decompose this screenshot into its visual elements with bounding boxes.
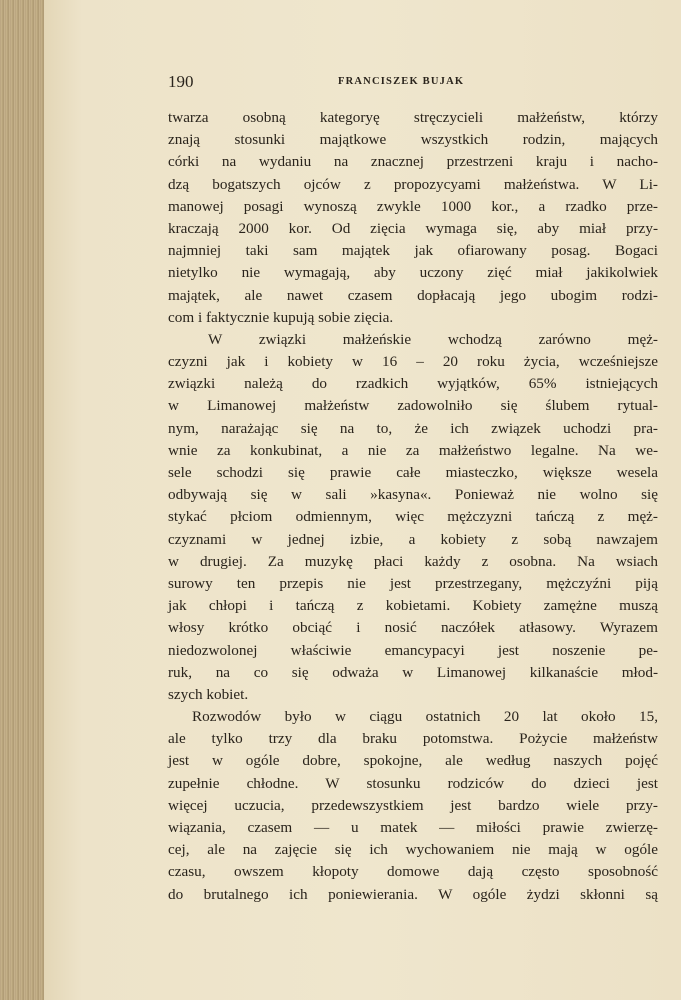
text-line: stykać płciom odmiennym, więc mężczyzni tańczą z męż-	[168, 508, 658, 526]
text-line: kraczają 2000 kor. Od zięcia wymaga się, aby miał przy-	[168, 219, 658, 237]
text-line: niedozwolonej właściwie emancypacyi jest noszenie pe-	[168, 641, 658, 659]
text-line: znają stosunki majątkowe wszystkich rodzin, mających	[168, 131, 658, 149]
text-line: wiązania, czasem — u matek — miłości prawie zwierzę-	[168, 819, 658, 836]
text-line: W związki małżeńskie wchodzą zarówno męż-	[208, 330, 658, 348]
text-line: córki na wydaniu na znacznej przestrzeni kraju i nacho-	[168, 153, 658, 171]
text-line: wnie za konkubinat, a nie za małżeństwo legalne. Na we-	[168, 441, 658, 459]
text-line: cej, ale na zajęcie się ich wychowaniem nie mają w ogóle	[168, 841, 658, 859]
text-line: twarza osobną kategoryę stręczycieli małżeństw, którzy	[168, 109, 658, 126]
text-line: jak chłopi i tańczą z kobietami. Kobiety zamężne muszą	[168, 597, 658, 615]
text-line: dzą bogatszych ojców z propozycyami małżeństwa. W Li-	[168, 175, 658, 193]
text-line: do brutalnego ich poniewierania. W ogóle żydzi skłonni są	[168, 885, 658, 903]
text-line: Rozwodów było w ciągu ostatnich 20 lat około 15,	[192, 708, 658, 726]
text-line: sele schodzi się prawie całe miasteczko, większe wesela	[168, 464, 658, 481]
page-number: 190	[168, 72, 194, 91]
page-header	[168, 72, 658, 96]
text-line: com i faktycznie kupują sobie zięcia.	[168, 308, 394, 326]
text-line: zupełnie chłodne. W stosunku rodziców do dzieci jest	[168, 774, 658, 792]
text-line: w drugiej. Za muzykę płaci każdy z osobna. Na wsiach	[168, 552, 658, 570]
text-line: surowy ten przepis nie jest przestrzegany, mężczyźni piją	[168, 574, 658, 592]
book-page	[44, 0, 681, 1000]
running-head: FRANCISZEK BUJAK	[338, 76, 465, 87]
text-line: czyzni jak i kobiety w 16 – 20 roku życia, wcześniejsze	[168, 353, 658, 371]
text-line: manowej posagi wynoszą zwykle 1000 kor., a rzadko prze-	[168, 197, 658, 215]
text-line: nym, narażając się na to, że ich związek uchodzi pra-	[168, 419, 658, 437]
text-line: związki należą do rzadkich wyjątków, 65% istniejących	[168, 375, 658, 393]
book-page-edges	[0, 0, 44, 1000]
text-line: czyznami w jednej izbie, a kobiety z sobą nawzajem	[168, 530, 658, 548]
text-line: jest w ogóle dobre, spokojne, ale według naszych pojęć	[168, 752, 658, 770]
text-line: szych kobiet.	[168, 685, 249, 703]
text-line: włosy krótko obciąć i nosić naczółek atłasowy. Wyrazem	[168, 619, 658, 637]
text-line: najmniej taki sam majątek jak ofiarowany posag. Bogaci	[168, 242, 658, 260]
text-line: nietylko nie wymagają, aby uczony zięć miał jakikolwiek	[168, 264, 658, 282]
text-line: czasu, owszem kłopoty domowe dają często sposobność	[168, 863, 658, 881]
text-line: odbywają się w sali »kasyna«. Ponieważ nie wolno się	[168, 486, 658, 504]
text-line: majątek, ale nawet czasem dopłacają jego ubogim rodzi-	[168, 286, 658, 304]
text-line: w Limanowej małżeństw zadowolniło się ślubem rytual-	[168, 397, 658, 415]
text-line: więcej uczucia, przedewszystkiem jest bardzo wiele przy-	[168, 796, 658, 814]
text-line: ruk, na co się odważa w Limanowej kilkanaście młod-	[168, 663, 658, 681]
text-line: ale tylko trzy dla braku potomstwa. Pożycie małżeństw	[168, 730, 658, 748]
body-text	[168, 107, 658, 906]
